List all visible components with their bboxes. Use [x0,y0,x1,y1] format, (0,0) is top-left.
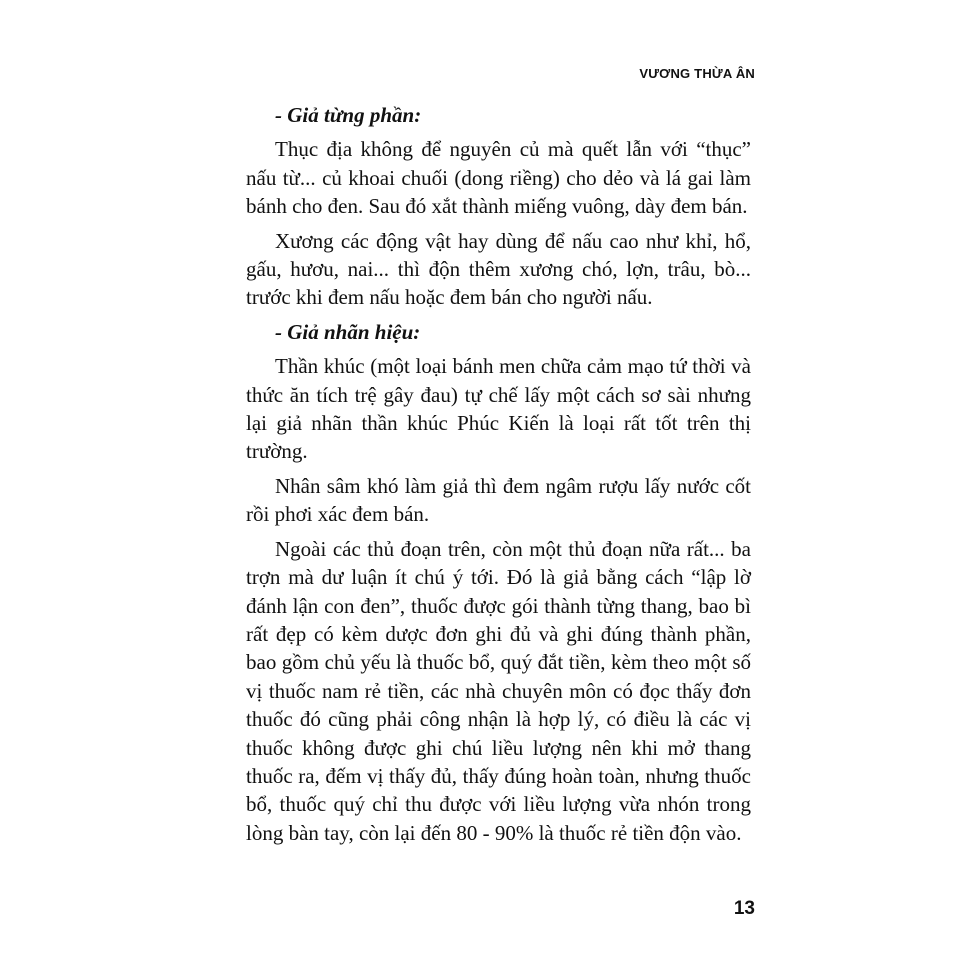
paragraph: Thục địa không để nguyên củ mà quết lẫn với “thục” nấu từ... củ khoai chuối (dong riềng) cho dẻo và lá gai làm bánh cho đen. Sau đó xắt thành miếng vuông, dày đem bán. [246,137,751,219]
paragraph: Thần khúc (một loại bánh men chữa cảm mạo tứ thời và thức ăn tích trệ gây đau) tự chế lấy một cách sơ sài nhưng lại giả nhãn thần khúc Phúc Kiến là loại rất tốt trên thị trường. [246,354,751,464]
running-header: VƯƠNG THỪA ÂN [639,66,755,81]
section-subhead: - Giả nhãn hiệu: [275,319,421,344]
paragraph: Nhân sâm khó làm giả thì đem ngâm rượu lấy nước cốt rồi phơi xác đem bán. [246,473,751,527]
paragraph: Ngoài các thủ đoạn trên, còn một thủ đoạn nữa rất... ba trợn mà dư luận ít chú ý tới. Đó là giả bằng cách “lập lờ đánh lận con đen”, thuốc được gói thành từng thang, bao bì rất đẹp có kèm dược đơn ghi đủ và ghi đúng thành phần, bao gồm chủ yếu là thuốc bổ, quý đắt tiền, kèm theo một số vị thuốc nam rẻ tiền, các nhà chuyên môn có đọc thấy đơn thuốc đó cũng phải công nhận là hợp lý, có điều là các vị thuốc không được ghi chú liều lượng nên khi mở thang thuốc ra, đếm vị thấy đủ, thấy đúng hoàn toàn, nhưng thuốc bổ, thuốc quý chỉ thu được với liều lượng vừa nhón trong lòng bàn tay, còn lại đến 80 - 90% là thuốc rẻ tiền độn vào. [246,536,751,845]
page-number: 13 [733,898,755,919]
section-subhead: - Giả từng phần: [275,103,422,127]
paragraph: Xương các động vật hay dùng để nấu cao như khỉ, hổ, gấu, hươu, nai... thì độn thêm xương chó, lợn, trâu, bò... trước khi đem nấu hoặc đem bán cho người nấu. [246,228,751,310]
page-body [246,101,751,853]
